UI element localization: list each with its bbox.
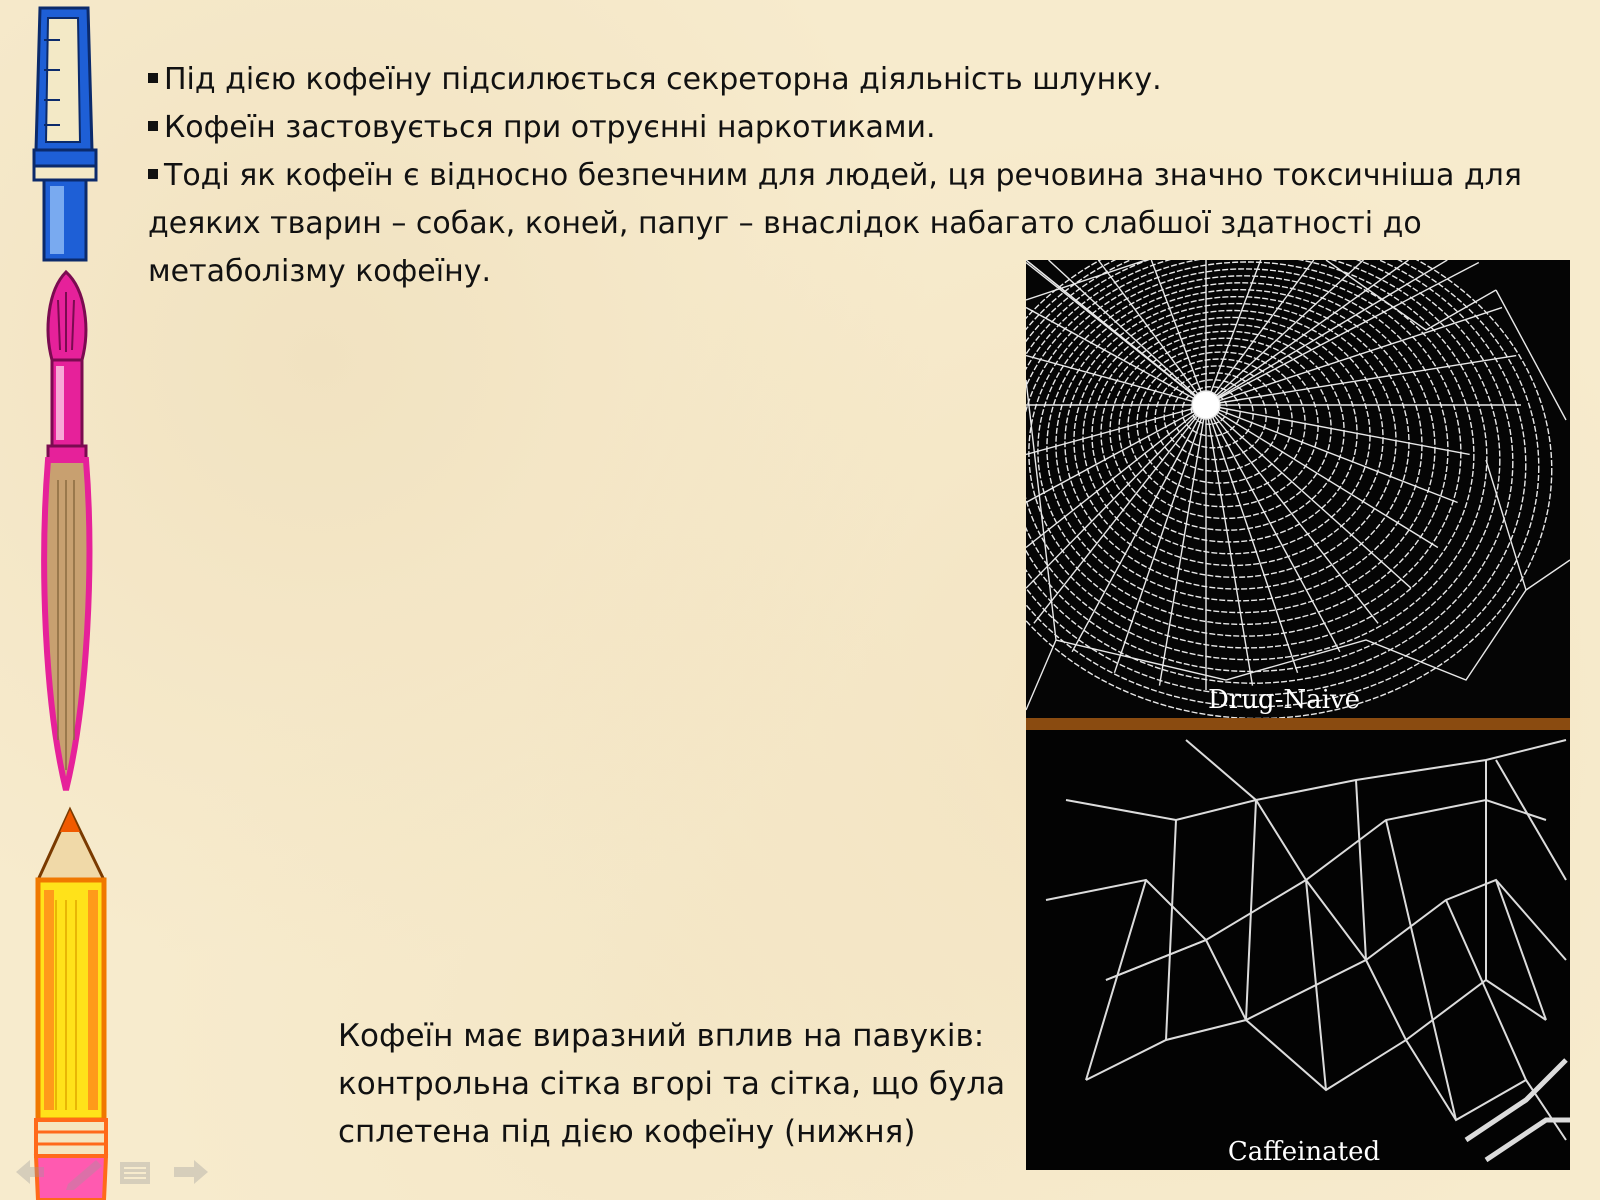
spider-web-photo [1026, 260, 1570, 1170]
paintbrush-icon [44, 272, 89, 790]
bullet-item [148, 104, 1548, 152]
bullet-square-icon [148, 73, 158, 83]
marker-icon [34, 8, 96, 260]
bullet-item [148, 56, 1548, 104]
bullet-text: Тоді як кофеїн є відносно безпечним для людей, ця речовина значно токсичніша для деяких тварин – собак, коней, папуг – внаслідок набагато слабшої здатності до метаболізму кофеїну. [148, 158, 1522, 289]
forward-arrow-icon[interactable] [174, 1160, 208, 1184]
menu-icon[interactable] [120, 1162, 150, 1184]
bullet-text: Під дією кофеїну підсилюється секреторна діяльність шлунку. [164, 62, 1162, 97]
pencil-icon [36, 810, 106, 1200]
bullet-text: Кофеїн застовується при отруєнні наркотиками. [164, 110, 936, 145]
photo-divider [1026, 718, 1570, 730]
caffeinated-label: Caffeinated [1227, 1137, 1381, 1167]
caption-line: сплетена під дією кофеїну (нижня) [338, 1114, 916, 1150]
spider-web-illustration [1026, 260, 1570, 1170]
drug-naive-label: Drug-Naive [1207, 685, 1361, 715]
slide-nav-controls [12, 1154, 212, 1190]
back-arrow-icon[interactable] [16, 1160, 44, 1184]
photo-caption [338, 1012, 1018, 1156]
bullet-square-icon [148, 169, 158, 179]
art-tools-decoration [0, 0, 120, 1200]
caption-line: контрольна сітка вгорі та сітка, що була [338, 1066, 1006, 1102]
bullet-square-icon [148, 121, 158, 131]
caption-line: Кофеїн має виразний вплив на павуків: [338, 1018, 985, 1054]
pen-icon[interactable] [66, 1160, 102, 1190]
